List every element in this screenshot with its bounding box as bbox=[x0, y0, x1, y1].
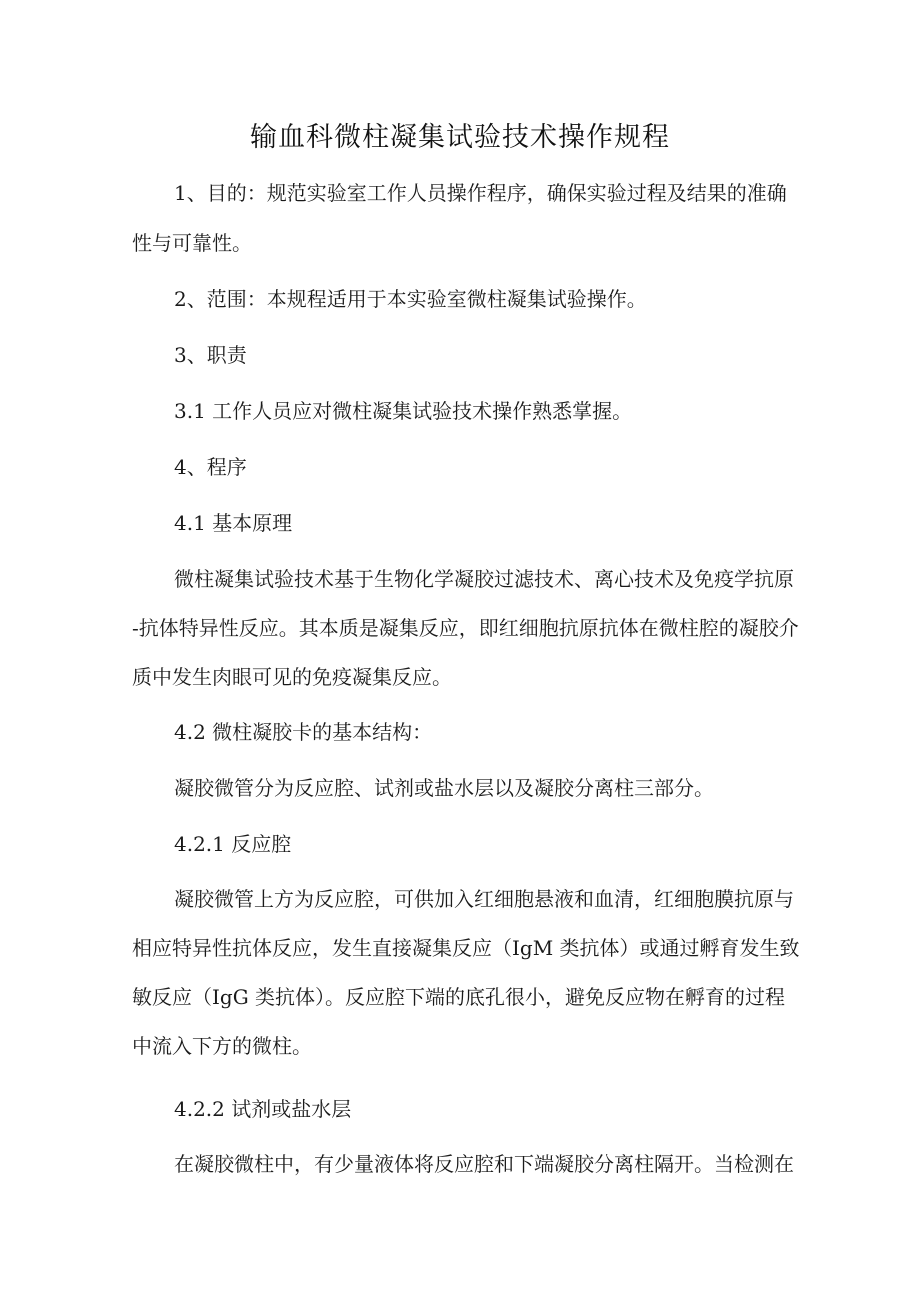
paragraph-line: 凝胶微管上方为反应腔，可供加入红细胞悬液和血清，红细胞膜抗原与 bbox=[174, 887, 794, 911]
paragraph-line: 2、范围：本规程适用于本实验室微柱凝集试验操作。 bbox=[174, 287, 647, 311]
subsection-heading: 4.2.1 反应腔 bbox=[174, 832, 292, 856]
paragraph-line: 3.1 工作人员应对微柱凝集试验技术操作熟悉掌握。 bbox=[174, 399, 633, 423]
document-title: 输血科微柱凝集试验技术操作规程 bbox=[250, 122, 670, 153]
section-heading: 4、程序 bbox=[174, 455, 247, 479]
section-heading: 3、职责 bbox=[174, 343, 247, 367]
paragraph-line: -抗体特异性反应。其本质是凝集反应，即红细胞抗原抗体在微柱腔的凝胶介 bbox=[132, 616, 799, 640]
paragraph-line: 在凝胶微柱中，有少量液体将反应腔和下端凝胶分离柱隔开。当检测在 bbox=[174, 1152, 794, 1176]
paragraph-line: 凝胶微管分为反应腔、试剂或盐水层以及凝胶分离柱三部分。 bbox=[174, 776, 714, 800]
paragraph-line: 微柱凝集试验技术基于生物化学凝胶过滤技术、离心技术及免疫学抗原 bbox=[174, 567, 794, 591]
paragraph-line: 质中发生肉眼可见的免疫凝集反应。 bbox=[132, 665, 452, 689]
paragraph-line: 性与可靠性。 bbox=[132, 231, 252, 255]
subsection-heading: 4.1 基本原理 bbox=[174, 511, 293, 535]
paragraph-line: 相应特异性抗体反应，发生直接凝集反应（IgM 类抗体）或通过孵育发生致 bbox=[132, 936, 800, 960]
subsection-heading: 4.2.2 试剂或盐水层 bbox=[174, 1097, 352, 1121]
paragraph-line: 敏反应（IgG 类抗体）。反应腔下端的底孔很小，避免反应物在孵育的过程 bbox=[132, 985, 786, 1009]
subsection-heading: 4.2 微柱凝胶卡的基本结构： bbox=[174, 720, 433, 744]
paragraph-line: 中流入下方的微柱。 bbox=[132, 1034, 312, 1058]
paragraph-line: 1、目的：规范实验室工作人员操作程序，确保实验过程及结果的准确 bbox=[174, 181, 787, 205]
